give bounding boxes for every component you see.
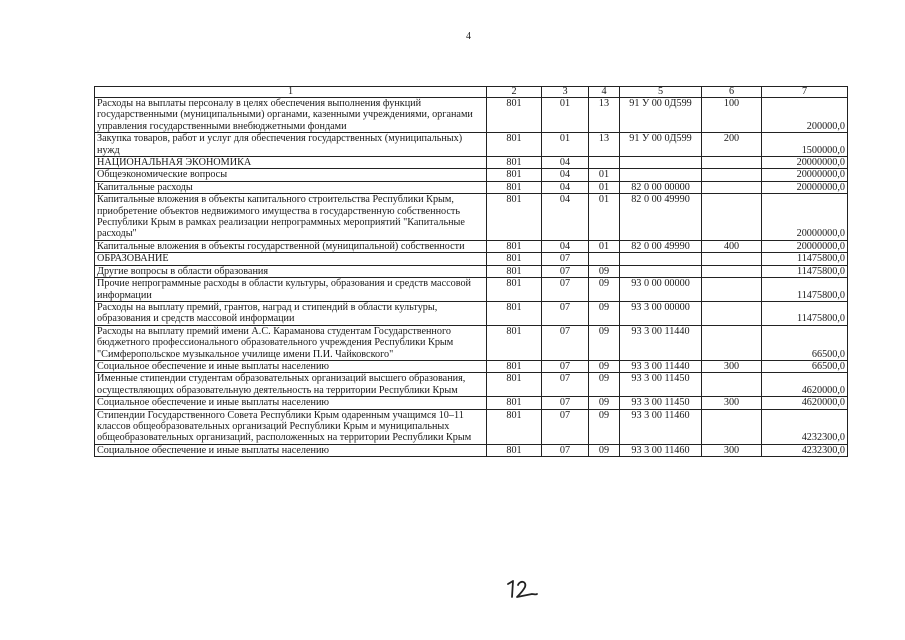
code-type-cell: 400 xyxy=(702,240,762,252)
table-row xyxy=(95,98,848,133)
code-target-cell: 93 3 00 11460 xyxy=(620,409,702,444)
code-type-cell xyxy=(702,181,762,193)
code-target-cell: 93 3 00 11460 xyxy=(620,444,702,456)
amount-cell: 4620000,0 xyxy=(762,373,848,397)
table-row xyxy=(95,253,848,265)
code-gr-cell: 801 xyxy=(487,397,542,409)
amount-cell: 20000000,0 xyxy=(762,169,848,181)
code-gr-cell: 801 xyxy=(487,98,542,133)
row-name-cell: ОБРАЗОВАНИЕ xyxy=(95,253,487,265)
code-target-cell: 82 0 00 49990 xyxy=(620,194,702,241)
code-target-cell xyxy=(620,157,702,169)
code-subsection-cell: 09 xyxy=(589,265,620,277)
code-section-cell: 01 xyxy=(542,98,589,133)
table-row xyxy=(95,240,848,252)
table-row xyxy=(95,444,848,456)
code-subsection-cell xyxy=(589,157,620,169)
code-target-cell: 93 3 00 11440 xyxy=(620,360,702,372)
amount-cell: 66500,0 xyxy=(762,360,848,372)
code-type-cell xyxy=(702,278,762,302)
code-section-cell: 07 xyxy=(542,373,589,397)
table-row xyxy=(95,133,848,157)
code-section-cell: 07 xyxy=(542,301,589,325)
code-subsection-cell: 09 xyxy=(589,397,620,409)
header-cell: 5 xyxy=(620,87,702,98)
row-name-cell: Стипендии Государственного Совета Республики Крым одаренным учащимся 10–11 классов общеобразовательных организаций Республики Крым и муниципальных общеобразовательных организаций, расположенных на территории Республики Крым xyxy=(95,409,487,444)
code-subsection-cell: 01 xyxy=(589,194,620,241)
row-name-cell: Капитальные вложения в объекты государственной (муниципальной) собственности xyxy=(95,240,487,252)
table-row xyxy=(95,409,848,444)
table-row xyxy=(95,301,848,325)
code-gr-cell: 801 xyxy=(487,240,542,252)
code-subsection-cell: 09 xyxy=(589,325,620,360)
row-name-cell: Капитальные вложения в объекты капитального строительства Республики Крым, приобретение объектов недвижимого имущества в государственную собственность Республики Крым в рамках реализации непрограммных мероприятий "Капитальные расходы" xyxy=(95,194,487,241)
handwritten-page-mark xyxy=(505,578,539,600)
row-name-cell: Именные стипендии студентам образовательных организаций высшего образования, осуществляющих образовательную деятельность на территории Республики Крым xyxy=(95,373,487,397)
code-section-cell: 07 xyxy=(542,360,589,372)
code-subsection-cell: 09 xyxy=(589,444,620,456)
table-row xyxy=(95,181,848,193)
code-type-cell: 300 xyxy=(702,397,762,409)
code-section-cell: 04 xyxy=(542,194,589,241)
table-row xyxy=(95,157,848,169)
code-gr-cell: 801 xyxy=(487,444,542,456)
code-gr-cell: 801 xyxy=(487,373,542,397)
row-name-cell: Общеэкономические вопросы xyxy=(95,169,487,181)
code-gr-cell: 801 xyxy=(487,169,542,181)
code-target-cell: 82 0 00 49990 xyxy=(620,240,702,252)
code-target-cell: 82 0 00 00000 xyxy=(620,181,702,193)
code-type-cell xyxy=(702,253,762,265)
amount-cell: 11475800,0 xyxy=(762,253,848,265)
amount-cell: 4232300,0 xyxy=(762,444,848,456)
table-row xyxy=(95,325,848,360)
code-subsection-cell: 01 xyxy=(589,169,620,181)
header-cell: 7 xyxy=(762,87,848,98)
code-section-cell: 07 xyxy=(542,278,589,302)
code-section-cell: 07 xyxy=(542,409,589,444)
header-cell: 1 xyxy=(95,87,487,98)
code-section-cell: 04 xyxy=(542,157,589,169)
row-name-cell: Расходы на выплату премий, грантов, наград и стипендий в области культуры, образования и средств массовой информации xyxy=(95,301,487,325)
code-section-cell: 04 xyxy=(542,169,589,181)
row-name-cell: Расходы на выплату премий имени А.С. Караманова студентам Государственного бюджетного профессионального образовательного учреждения Республики Крым "Симферопольское музыкальное училище имени П.И. Чайковского" xyxy=(95,325,487,360)
header-cell: 3 xyxy=(542,87,589,98)
amount-cell: 4232300,0 xyxy=(762,409,848,444)
code-section-cell: 04 xyxy=(542,181,589,193)
code-type-cell xyxy=(702,301,762,325)
amount-cell: 20000000,0 xyxy=(762,181,848,193)
row-name-cell: Закупка товаров, работ и услуг для обеспечения государственных (муниципальных) нужд xyxy=(95,133,487,157)
code-target-cell: 93 3 00 11450 xyxy=(620,373,702,397)
code-target-cell: 93 3 00 11440 xyxy=(620,325,702,360)
row-name-cell: НАЦИОНАЛЬНАЯ ЭКОНОМИКА xyxy=(95,157,487,169)
code-gr-cell: 801 xyxy=(487,325,542,360)
table-row xyxy=(95,169,848,181)
row-name-cell: Социальное обеспечение и иные выплаты населению xyxy=(95,360,487,372)
code-subsection-cell: 09 xyxy=(589,360,620,372)
amount-cell: 11475800,0 xyxy=(762,278,848,302)
amount-cell: 4620000,0 xyxy=(762,397,848,409)
code-section-cell: 01 xyxy=(542,133,589,157)
amount-cell: 11475800,0 xyxy=(762,301,848,325)
code-gr-cell: 801 xyxy=(487,265,542,277)
table-row xyxy=(95,373,848,397)
row-name-cell: Прочие непрограммные расходы в области культуры, образования и средств массовой информации xyxy=(95,278,487,302)
code-gr-cell: 801 xyxy=(487,157,542,169)
page-number: 4 xyxy=(466,31,471,42)
header-row xyxy=(95,87,848,98)
header-cell: 2 xyxy=(487,87,542,98)
code-target-cell: 93 3 00 00000 xyxy=(620,301,702,325)
code-subsection-cell: 09 xyxy=(589,409,620,444)
code-section-cell: 04 xyxy=(542,240,589,252)
code-target-cell: 93 3 00 11450 xyxy=(620,397,702,409)
table-row xyxy=(95,194,848,241)
header-cell: 4 xyxy=(589,87,620,98)
row-name-cell: Социальное обеспечение и иные выплаты населению xyxy=(95,444,487,456)
code-type-cell xyxy=(702,157,762,169)
header-cell: 6 xyxy=(702,87,762,98)
code-target-cell xyxy=(620,169,702,181)
code-type-cell xyxy=(702,409,762,444)
code-type-cell: 100 xyxy=(702,98,762,133)
code-gr-cell: 801 xyxy=(487,133,542,157)
code-target-cell: 91 У 00 0Д599 xyxy=(620,98,702,133)
table-row xyxy=(95,360,848,372)
row-name-cell: Социальное обеспечение и иные выплаты населению xyxy=(95,397,487,409)
code-gr-cell: 801 xyxy=(487,360,542,372)
table-row xyxy=(95,397,848,409)
code-type-cell xyxy=(702,194,762,241)
code-type-cell xyxy=(702,325,762,360)
code-type-cell: 300 xyxy=(702,360,762,372)
amount-cell: 66500,0 xyxy=(762,325,848,360)
row-name-cell: Капитальные расходы xyxy=(95,181,487,193)
row-name-cell: Другие вопросы в области образования xyxy=(95,265,487,277)
code-subsection-cell: 01 xyxy=(589,240,620,252)
code-subsection-cell: 13 xyxy=(589,133,620,157)
code-gr-cell: 801 xyxy=(487,181,542,193)
amount-cell: 11475800,0 xyxy=(762,265,848,277)
code-type-cell xyxy=(702,265,762,277)
code-subsection-cell: 09 xyxy=(589,373,620,397)
code-subsection-cell: 13 xyxy=(589,98,620,133)
code-section-cell: 07 xyxy=(542,253,589,265)
code-type-cell: 300 xyxy=(702,444,762,456)
code-target-cell: 93 0 00 00000 xyxy=(620,278,702,302)
amount-cell: 20000000,0 xyxy=(762,157,848,169)
code-subsection-cell xyxy=(589,253,620,265)
code-section-cell: 07 xyxy=(542,397,589,409)
amount-cell: 20000000,0 xyxy=(762,194,848,241)
code-gr-cell: 801 xyxy=(487,409,542,444)
code-target-cell xyxy=(620,253,702,265)
budget-table xyxy=(94,86,848,457)
code-gr-cell: 801 xyxy=(487,301,542,325)
code-gr-cell: 801 xyxy=(487,278,542,302)
amount-cell: 20000000,0 xyxy=(762,240,848,252)
code-target-cell: 91 У 00 0Д599 xyxy=(620,133,702,157)
code-subsection-cell: 09 xyxy=(589,301,620,325)
code-type-cell xyxy=(702,169,762,181)
amount-cell: 200000,0 xyxy=(762,98,848,133)
code-gr-cell: 801 xyxy=(487,253,542,265)
row-name-cell: Расходы на выплаты персоналу в целях обеспечения выполнения функций государственными (муниципальными) органами, казенными учреждениями, органами управления государственными внебюджетными фондами xyxy=(95,98,487,133)
code-subsection-cell: 09 xyxy=(589,278,620,302)
code-target-cell xyxy=(620,265,702,277)
amount-cell: 1500000,0 xyxy=(762,133,848,157)
table-row xyxy=(95,278,848,302)
code-section-cell: 07 xyxy=(542,325,589,360)
code-type-cell xyxy=(702,373,762,397)
code-type-cell: 200 xyxy=(702,133,762,157)
code-subsection-cell: 01 xyxy=(589,181,620,193)
code-section-cell: 07 xyxy=(542,265,589,277)
code-section-cell: 07 xyxy=(542,444,589,456)
table-row xyxy=(95,265,848,277)
code-gr-cell: 801 xyxy=(487,194,542,241)
